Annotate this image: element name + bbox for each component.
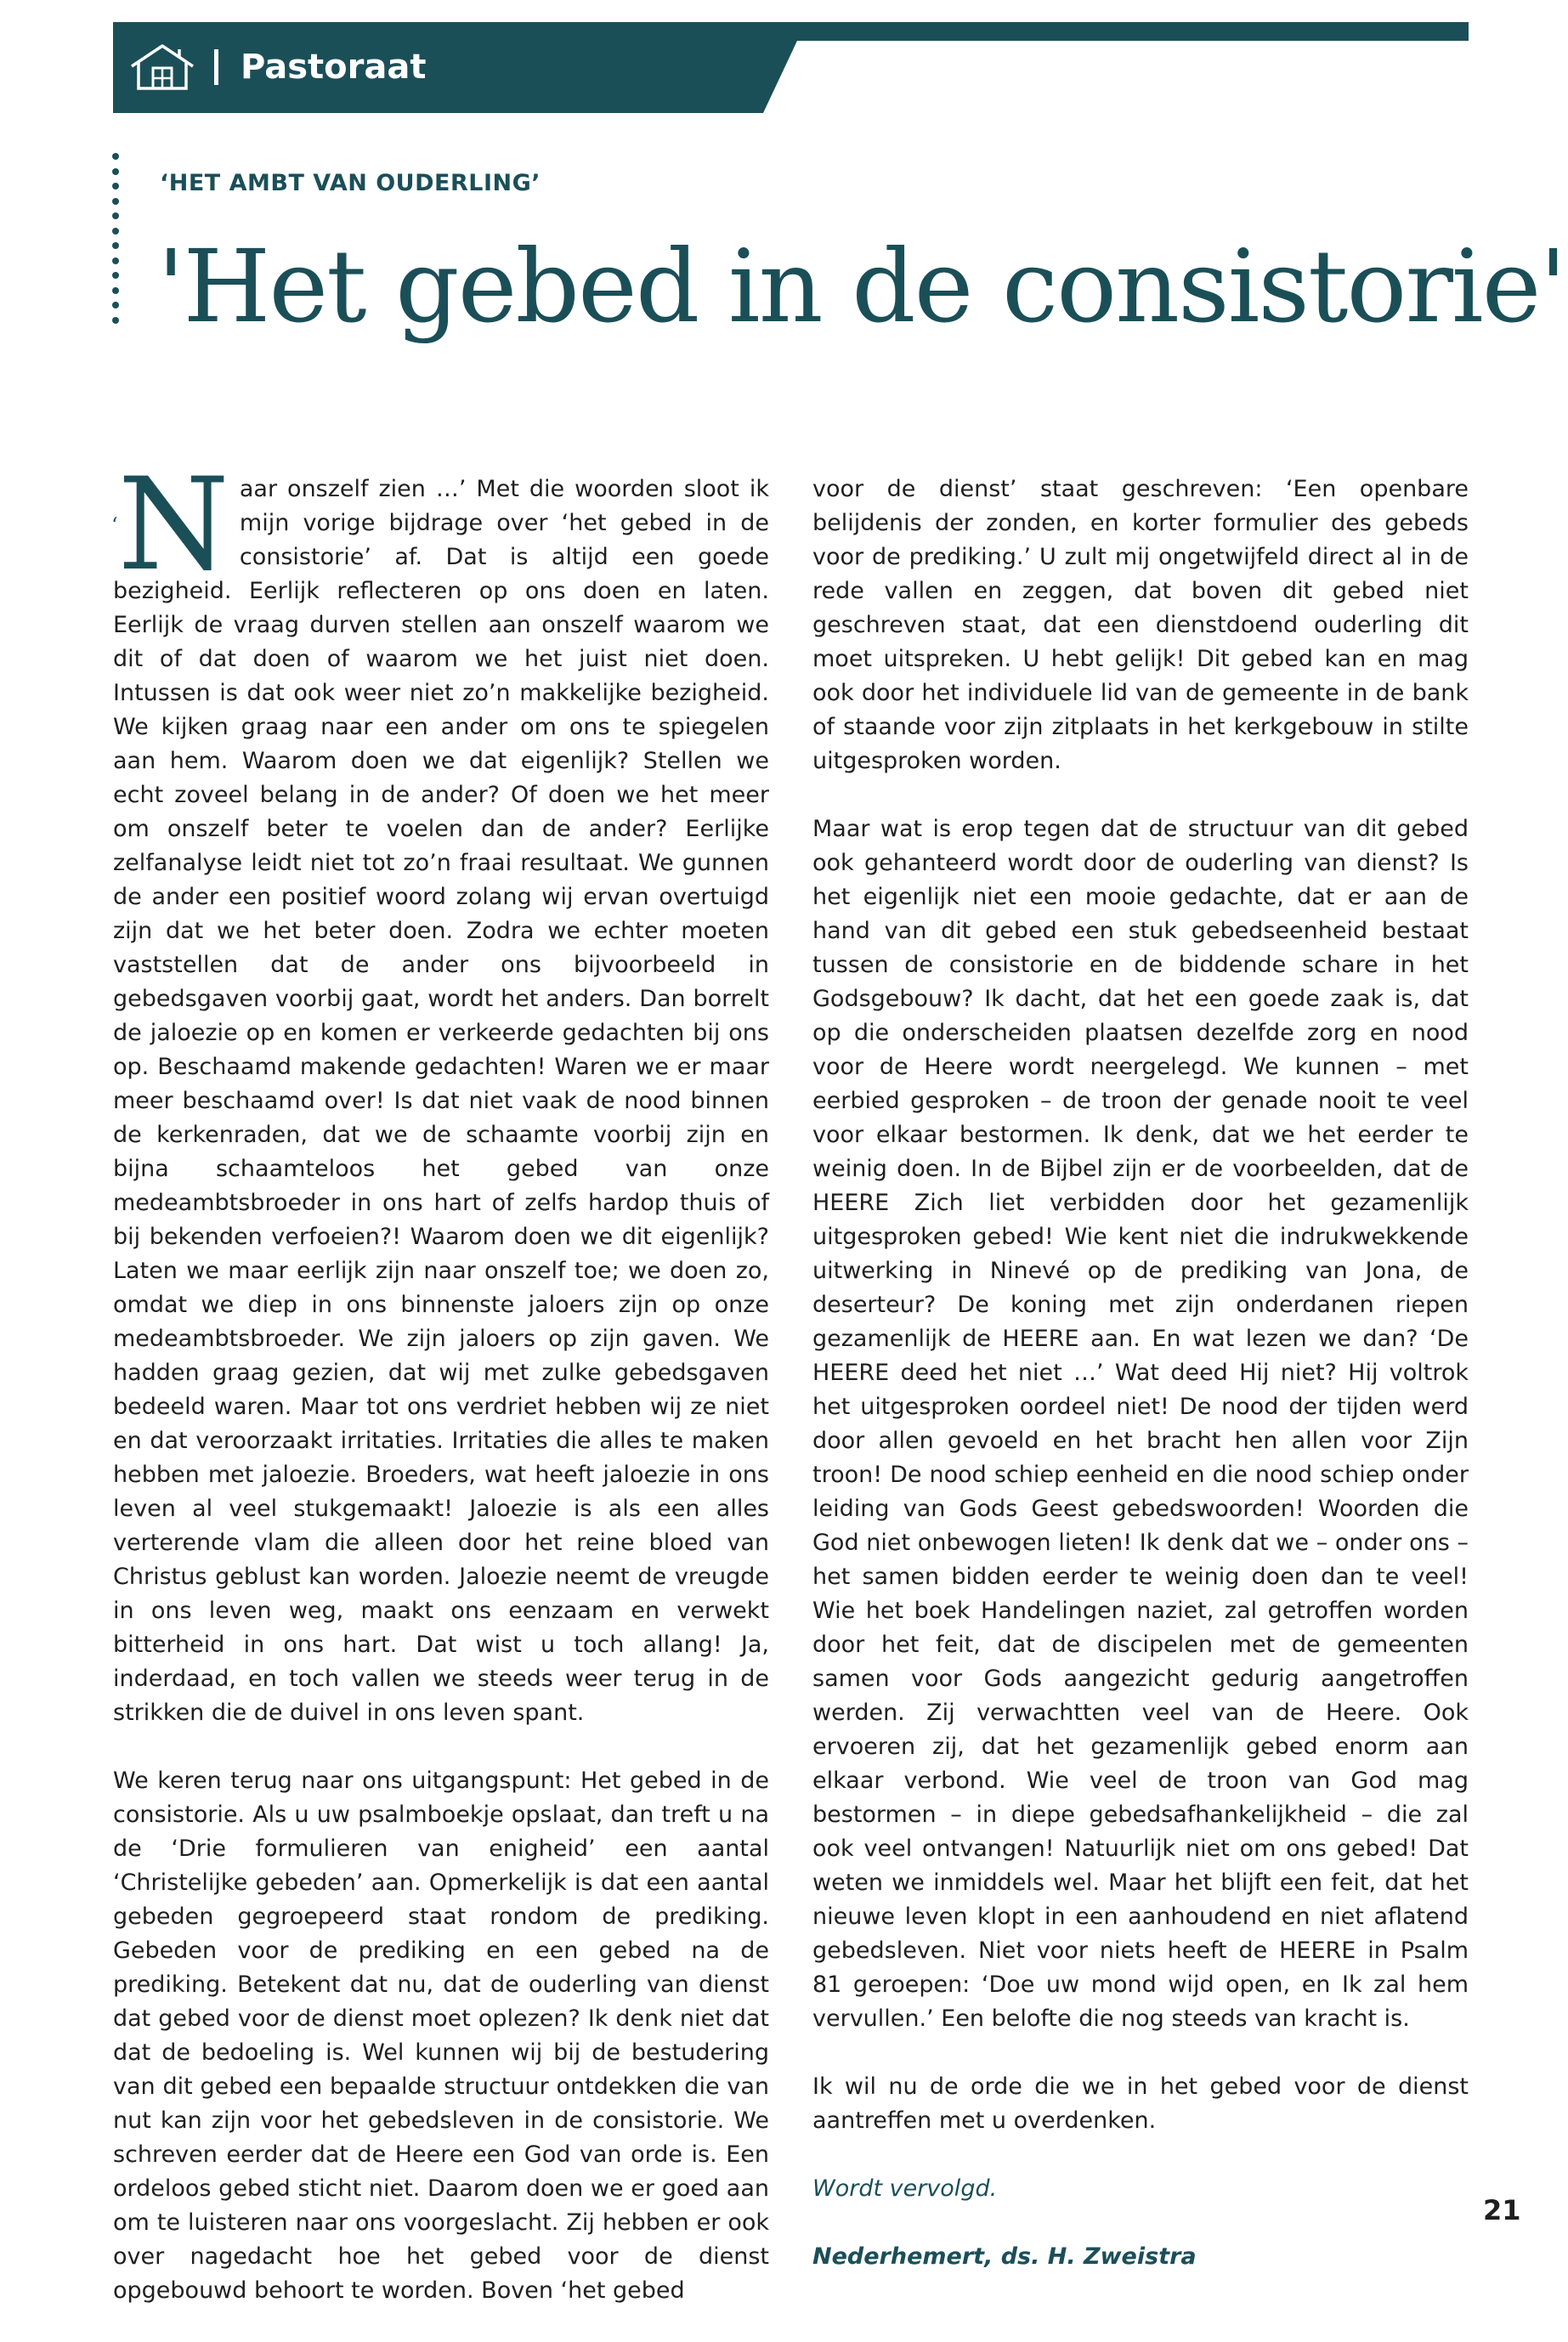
article-column-right	[812, 472, 1469, 2308]
drop-cap-letter: N	[117, 451, 229, 599]
continued-note: Wordt vervolgd.	[812, 2175, 998, 2202]
dotted-rule	[112, 153, 121, 336]
article-title: 'Het gebed in de consistorie'	[157, 228, 1565, 345]
article-paragraph: voor de dienst’ staat geschreven: ‘Een openbare belijdenis der zonden, en korter formulier des gebeds voor de prediking.’ U zult mij ongetwijfeld direct al in de rede vallen en zeggen, dat boven dit gebed niet geschreven staat, dat een dienstdoend ouderling dit moet uitspreken. U hebt gelijk! Dit gebed kan en mag ook door het individuele lid van de gemeente in de bank of staande voor zijn zitplaats in het kerkgebouw in stilte uitgesproken worden.	[812, 476, 1469, 774]
section-header	[113, 22, 1469, 113]
page-number: 21	[1483, 2194, 1521, 2226]
drop-cap	[111, 451, 229, 599]
house-icon	[128, 41, 196, 93]
header-divider	[214, 49, 218, 85]
drop-cap-quote: ‘	[111, 513, 118, 537]
article-paragraph: Maar wat is erop tegen dat de structuur van dit gebed ook gehanteerd wordt door de ouderling van dienst? Is het eigenlijk niet een mooie gedachte, dat er aan de hand van dit gebed een stuk gebedseenheid bestaat tussen de consistorie en de biddende schare in het Godsgebouw? Ik dacht, dat het een goede zaak is, dat op die onderscheiden plaatsen dezelfde zorg en nood voor de Heere wordt neergelegd. We kunnen – met eerbied gesproken – de troon der genade nooit te veel voor elkaar bestormen. Ik denk, dat we het eerder te weinig doen. In de Bijbel zijn er de voorbeelden, dat de HEERE Zich liet verbidden door het gezamenlijk uitgesproken gebed! Wie kent niet die indrukwekkende uitwerking in Ninevé op de prediking van Jona, de deserteur? De koning met zijn onderdanen riepen gezamenlijk de HEERE aan. En wat lezen we dan? ‘De HEERE deed het niet …’ Wat deed Hij niet? Hij voltrok het uitgesproken oordeel niet! De nood der tijden werd door allen gevoeld en het bracht hen allen voor Zijn troon! De nood schiep eenheid en die nood schiep onder leiding van Gods Geest gebedswoorden! Woorden die God niet onbewogen lieten! Ik denk dat we – onder ons – het samen bidden eerder te weinig doen dan te veel! Wie het boek Handelingen naziet, zal getroffen worden door het feit, dat de discipelen met de gemeenten samen voor Gods aangezicht gedurig aangetroffen werden. Zij verwachtten veel van de Heere. Ook ervoeren zij, dat het gezamenlijk gebed enorm aan elkaar verbond. Wie veel de troon van God mag bestormen – in diepe gebedsafhankelijkheid – die zal ook veel ontvangen! Natuurlijk niet om ons gebed! Dat weten we inmiddels wel. Maar het blijft een feit, dat het nieuwe leven klopt in een aanhoudend en niet aflatend gebedsleven. Niet voor niets heeft de HEERE in Psalm 81 geroepen: ‘Doe uw mond wijd open, en Ik zal hem vervullen.’ Een belofte die nog steeds van kracht is.	[812, 816, 1469, 2032]
author-signature: Nederhemert, ds. H. Zweistra	[812, 2243, 1197, 2270]
paragraph-text: aar onszelf zien …’ Met die woorden sloot ik mijn vorige bijdrage over ‘het gebed in de consistorie’ af. Dat is altijd een goede bezigheid. Eerlijk reflecteren op ons doen en laten. Eerlijk de vraag durven stellen aan onszelf waarom we dit of dat doen of waarom we het juist niet doen. Intussen is dat ook weer niet zo’n makkelijke bezigheid. We kijken graag naar een ander om ons te spiegelen aan hem. Waarom doen we dat eigenlijk? Stellen we echt zoveel belang in de ander? Of doen we het meer om onszelf beter te voelen dan de ander? Eerlijke zelfanalyse leidt niet tot zo’n fraai resultaat. We gunnen de ander een positief woord zolang wij ervan overtuigd zijn dat we het beter doen. Zodra we echter moeten vaststellen dat de ander ons bijvoorbeeld in gebedsgaven voorbij gaat, wordt het anders. Dan borrelt de jaloezie op en komen er verkeerde gedachten bij ons op. Beschaamd makende gedachten! Waren we er maar meer beschaamd over! Is dat niet vaak de nood binnen de kerkenraden, dat we de schaamte voorbij zijn en bijna schaamteloos het gebed van onze medeambtsbroeder in ons hart of zelfs hardop thuis of bij bekenden verfoeien?! Waarom doen we dit eigenlijk? Laten we maar eerlijk zijn naar onszelf toe; we doen zo, omdat we diep in ons binnenste jaloers zijn op onze medeambtsbroeder. We zijn jaloers op zijn gaven. We hadden graag gezien, dat wij met zulke gebedsgaven bedeeld waren. Maar tot ons verdriet hebben wij ze niet en dat veroorzaakt irritaties. Irritaties die alles te maken hebben met jaloezie. Broeders, wat heeft jaloezie in ons leven al veel stukgemaakt! Jaloezie is als een alles verterende vlam die alleen door het reine bloed van Christus geblust kan worden. Jaloezie neemt de vreugde in ons leven weg, maakt ons eenzaam en verwekt bitterheid in ons hart. Dat wist u toch allang! Ja, inderdaad, en toch vallen we steeds weer terug in de strikken die de duivel in ons leven spant.	[113, 476, 769, 1726]
section-title: Pastoraat	[241, 48, 427, 87]
article-paragraph: Ik wil nu de orde die we in het gebed voor de dienst aantreffen met u overdenken.	[812, 2073, 1469, 2134]
article-column-left	[111, 451, 769, 2342]
article-paragraph: We keren terug naar ons uitgangspunt: Het gebed in de consistorie. Als u uw psalmboekje opslaat, dan treft u na de ‘Drie formulieren van enigheid’ een aantal ‘Christelijke gebeden’ aan. Opmerkelijk is dat een aantal gebeden gegroepeerd staat rondom de prediking. Gebeden voor de prediking en een gebed na de prediking. Betekent dat nu, dat de ouderling van dienst dat gebed voor de dienst moet oplezen? Ik denk niet dat dat de bedoeling is. Wel kunnen wij bij de bestudering van dit gebed een bepaalde structuur ontdekken die van nut kan zijn voor het gebedsleven in de consistorie. We schreven eerder dat de Heere een God van orde is. Een ordeloos gebed sticht niet. Daarom doen we er goed aan om te luisteren naar ons voorgeslacht. Zij hebben er ook over nagedacht hoe het gebed voor de dienst opgebouwd behoort te worden. Boven ‘het gebed	[113, 1768, 769, 2304]
article-kicker: ‘HET AMBT VAN OUDERLING’	[160, 170, 541, 196]
article-paragraph	[111, 451, 769, 1730]
